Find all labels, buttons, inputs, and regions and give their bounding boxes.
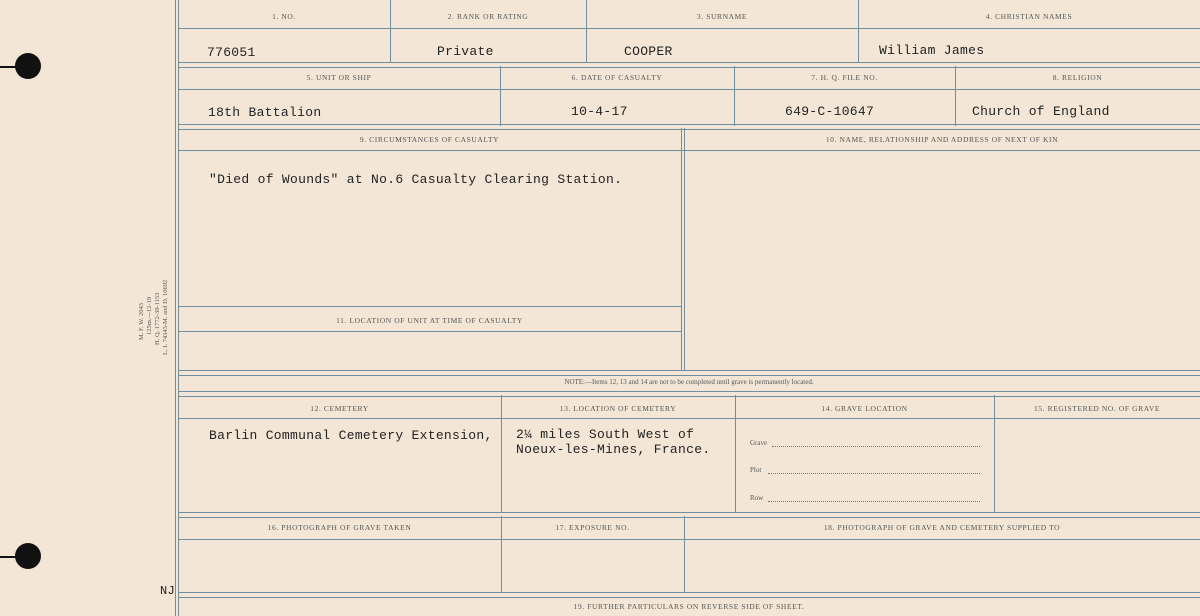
row4-bottom-rule (178, 512, 1200, 518)
row3-divider (681, 128, 682, 371)
hq-file-no: 649-C-10647 (785, 104, 875, 119)
religion: Church of England (972, 104, 1110, 119)
date-of-casualty: 10-4-17 (571, 104, 628, 119)
note-bottom-rule (178, 391, 1200, 397)
circumstances: "Died of Wounds" at No.6 Casualty Clearing Station. (209, 172, 623, 187)
header-christian-names: 4. CHRISTIAN NAMES (985, 12, 1073, 21)
header-number: 1. NO. (272, 12, 296, 21)
plot-label: Plot (750, 466, 762, 474)
row1-header-rule (178, 28, 1200, 29)
row1-bottom-rule (178, 62, 1200, 68)
row-label: Row (750, 494, 764, 502)
header-exposure-no: 17. EXPOSURE NO. (555, 523, 630, 532)
note: NOTE:—Items 12, 13 and 14 are not to be completed until grave is permanently located. (564, 378, 814, 386)
binder-hole-bottom (15, 543, 41, 569)
plot-line (768, 473, 980, 474)
header-registered-no: 15. REGISTERED NO. OF GRAVE (1033, 404, 1161, 413)
header-grave-location: 14. GRAVE LOCATION (821, 404, 908, 413)
unit: 18th Battalion (208, 105, 322, 120)
row2-bottom-rule (178, 124, 1200, 130)
print-code-2: 125m.—12-19 (146, 296, 153, 335)
row3-bottom-rule (178, 370, 1200, 376)
row2-header-rule (178, 89, 1200, 90)
row1-divider-3 (858, 0, 859, 62)
cemetery-location-line2: Noeux-les-Mines, France. (516, 442, 711, 457)
header-surname: 3. SURNAME (696, 12, 748, 21)
row4-header-rule (178, 418, 1200, 419)
header-file-no: 7. H. Q. FILE NO. (811, 73, 878, 82)
row1-divider-2 (586, 0, 587, 62)
print-code-4: L. I. 74343-M. and D. 10692 (162, 279, 169, 355)
header-unit-location: 11. LOCATION OF UNIT AT TIME OF CASUALTY (336, 316, 523, 325)
header-circumstances: 9. CIRCUMSTANCES OF CASUALTY (359, 135, 500, 144)
grave-label: Grave (750, 439, 768, 447)
footer-note: 19. FURTHER PARTICULARS ON REVERSE SIDE OF SHEET. (573, 602, 805, 611)
row-line (768, 501, 980, 502)
print-code-1: M. F. W. 2043 (138, 302, 145, 340)
header-cemetery: 12. CEMETERY (310, 404, 369, 413)
row3-header-rule (178, 150, 1200, 151)
cemetery-location-line1: 2¼ miles South West of (516, 427, 695, 442)
location-header-rule (178, 331, 681, 332)
cemetery: Barlin Communal Cemetery Extension, (209, 428, 493, 443)
binder-hole-top (15, 53, 41, 79)
header-religion: 8. RELIGION (1052, 73, 1103, 82)
christian-names: William James (879, 43, 985, 58)
header-photograph-taken: 16. PHOTOGRAPH OF GRAVE TAKEN (267, 523, 412, 532)
header-photograph-supplied: 18. PHOTOGRAPH OF GRAVE AND CEMETERY SUPPLIED TO (823, 523, 1061, 532)
row5-header-rule (178, 539, 1200, 540)
header-cemetery-location: 13. LOCATION OF CEMETERY (559, 404, 677, 413)
header-unit: 5. UNIT OR SHIP (306, 73, 372, 82)
row1-divider-1 (390, 0, 391, 62)
print-code-3: H. Q. 1772-39-1153 (154, 292, 161, 345)
row5-bottom-rule (178, 592, 1200, 598)
header-rank: 2. RANK OR RATING (447, 12, 529, 21)
form-left-border (175, 0, 176, 616)
grave-line (772, 446, 980, 447)
location-top-rule (178, 306, 681, 307)
rank: Private (437, 44, 494, 59)
initials: NJ (160, 584, 176, 598)
service-number: 776051 (207, 45, 256, 60)
surname: COOPER (624, 44, 673, 59)
row3-divider-2 (684, 128, 685, 371)
header-next-of-kin: 10. NAME, RELATIONSHIP AND ADDRESS OF NEXT OF KIN (825, 135, 1059, 144)
header-date: 6. DATE OF CASUALTY (571, 73, 663, 82)
